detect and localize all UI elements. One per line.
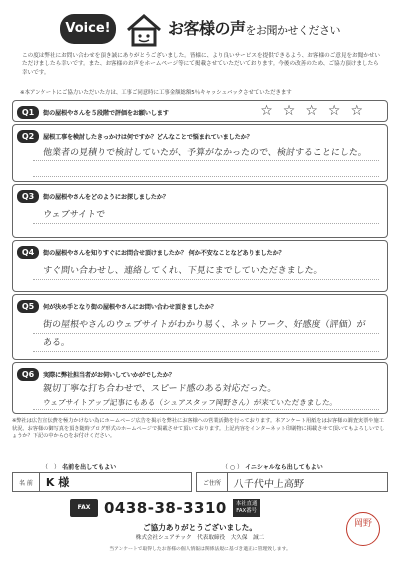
answer-line <box>33 409 379 410</box>
question-4-header <box>17 245 284 259</box>
fax-label-line1: 本社直通 <box>235 501 258 507</box>
question-1 <box>12 100 388 122</box>
answer-5-line2[interactable]: ある。 <box>42 338 71 348</box>
question-2-text: 屋根工事を検討したきっかけは何ですか？どんなことで悩まれていましたか？ <box>43 133 253 141</box>
name-consent-label: 名前を出してもよい <box>62 464 117 471</box>
question-3-badge: Q3 <box>17 190 39 203</box>
answer-line <box>33 160 379 161</box>
fax-icon: FAX <box>70 499 98 517</box>
privacy-note: 当アンケートで取得したお客様の個人情報は関係法規に基づき適正に管理致します。 <box>109 547 291 552</box>
question-6-header <box>17 367 175 381</box>
answer-6-line1[interactable]: 親切丁寧な打ち合わせで、スピード感のある対応だった。 <box>42 384 277 394</box>
name-field[interactable] <box>12 472 192 492</box>
name-field-value[interactable]: K 様 <box>45 476 70 489</box>
question-4-badge: Q4 <box>17 246 39 259</box>
question-1-badge: Q1 <box>17 106 39 119</box>
company-info: 株式会社シュアテック 代表取締役 大久保 誠二 <box>135 535 265 541</box>
answer-line <box>33 279 379 280</box>
answer-2[interactable]: 他業者の見積りで検討していたが、予算がなかったので、検討することにした。 <box>42 148 368 158</box>
address-field[interactable] <box>196 472 388 492</box>
header <box>50 6 350 52</box>
question-2 <box>12 124 388 182</box>
question-3-header <box>17 189 169 203</box>
question-2-badge: Q2 <box>17 130 39 143</box>
rating-stars[interactable]: ☆☆☆☆☆ <box>260 103 373 119</box>
name-consent-row <box>12 462 388 496</box>
answer-line <box>33 351 379 352</box>
answer-6-line2[interactable]: ウェブサイトアップ記事にもある（シュアスタッフ岡野さん）が来ていただきました。 <box>42 398 338 407</box>
answer-5-line1[interactable]: 街の屋根やさんのウェブサイトがわかり易く、ネットワーク、好感度（評価）が <box>42 320 367 330</box>
question-3 <box>12 184 388 238</box>
thanks-message: ご協力ありがとうございました。 <box>143 523 257 532</box>
initial-consent-checkbox[interactable]: （ ○ ） <box>222 464 244 471</box>
house-icon <box>124 12 164 48</box>
answer-line <box>33 333 379 334</box>
publication-consent-note: ※弊社は広告宣伝費を極力かけない為にホームページ広告を掲示を弊社にお客様への営業活動を行っております。本アンケート用紙をはお客様の調査実票や施工状況、お客様の御写真を頂き随時ブログ形式のホームページで掲載させて頂いております。上記内容をインターネット印刷物に掲載させて頂いてもよろしいでしょうか？下記の中から○をお付けください。 <box>12 418 385 440</box>
question-6-badge: Q6 <box>17 368 39 381</box>
answer-line <box>33 176 379 177</box>
title-emphasis: 声 <box>230 19 246 38</box>
voice-badge: Voice! <box>60 14 116 44</box>
seal-stamp: 岡野 <box>346 512 380 546</box>
question-4 <box>12 240 388 292</box>
name-consent-option[interactable] <box>42 462 116 471</box>
question-1-header <box>17 105 169 119</box>
title-part2: をお聞かせください <box>245 24 341 37</box>
intro-note: ※本アンケートにご協力いただいた方は、工事ご同意時に工事金額総額5％キャッシュバックさせていただきます <box>20 90 292 96</box>
question-5-text: 何が決め手となり街の屋根やさんにお問い合わせ頂きましたか？ <box>43 303 217 311</box>
title-part1: お客様の <box>168 19 231 38</box>
question-3-text: 街の屋根やさんをどのようにお探しましたか？ <box>43 193 169 201</box>
initial-consent-option[interactable] <box>222 462 323 471</box>
question-6-text: 実際に弊社担当者がお伺いしていかがでしたか？ <box>43 371 175 379</box>
question-2-header <box>17 129 253 143</box>
fax-block <box>70 498 300 518</box>
intro-text: この度は弊社にお問い合わせを頂き誠にありがとうございました。皆様に、より良いサービスを提供できるよう、お客様のご意見をお聞かせいただけましたら幸いです。また、お客様のお声をホームページ等にて掲載させていただいております。今後の改善のため、ご協力頂けましたら幸いです。 <box>22 53 381 76</box>
name-field-label: 名 前 <box>13 473 40 491</box>
answer-line <box>33 223 379 224</box>
answer-4[interactable]: すぐ問い合わせし、連絡してくれ、下見にまでしていただきました。 <box>42 266 324 276</box>
name-consent-checkbox[interactable]: （ ） <box>42 464 61 471</box>
fax-label <box>233 499 261 517</box>
question-4-text: 街の屋根やさんを知りすぐにお問合せ頂けましたか？ 何か不安なことなどありましたか？ <box>43 249 285 257</box>
address-field-label: ご住所 <box>197 473 228 491</box>
question-6 <box>12 362 388 414</box>
fax-number[interactable]: 0438-38-3310 <box>104 499 227 517</box>
address-field-value[interactable]: 八千代中上高野 <box>233 478 305 490</box>
initial-consent-label: イニシャルなら出してもよい <box>245 464 323 471</box>
question-5 <box>12 294 388 360</box>
answer-3[interactable]: ウェブサイトで <box>42 210 106 220</box>
question-5-badge: Q5 <box>17 300 39 313</box>
page-title <box>168 16 340 39</box>
question-1-text: 街の屋根やさんを５段階で評価をお願いします <box>43 109 169 117</box>
fax-label-line2: FAX番号 <box>236 508 257 514</box>
question-5-header <box>17 299 217 313</box>
